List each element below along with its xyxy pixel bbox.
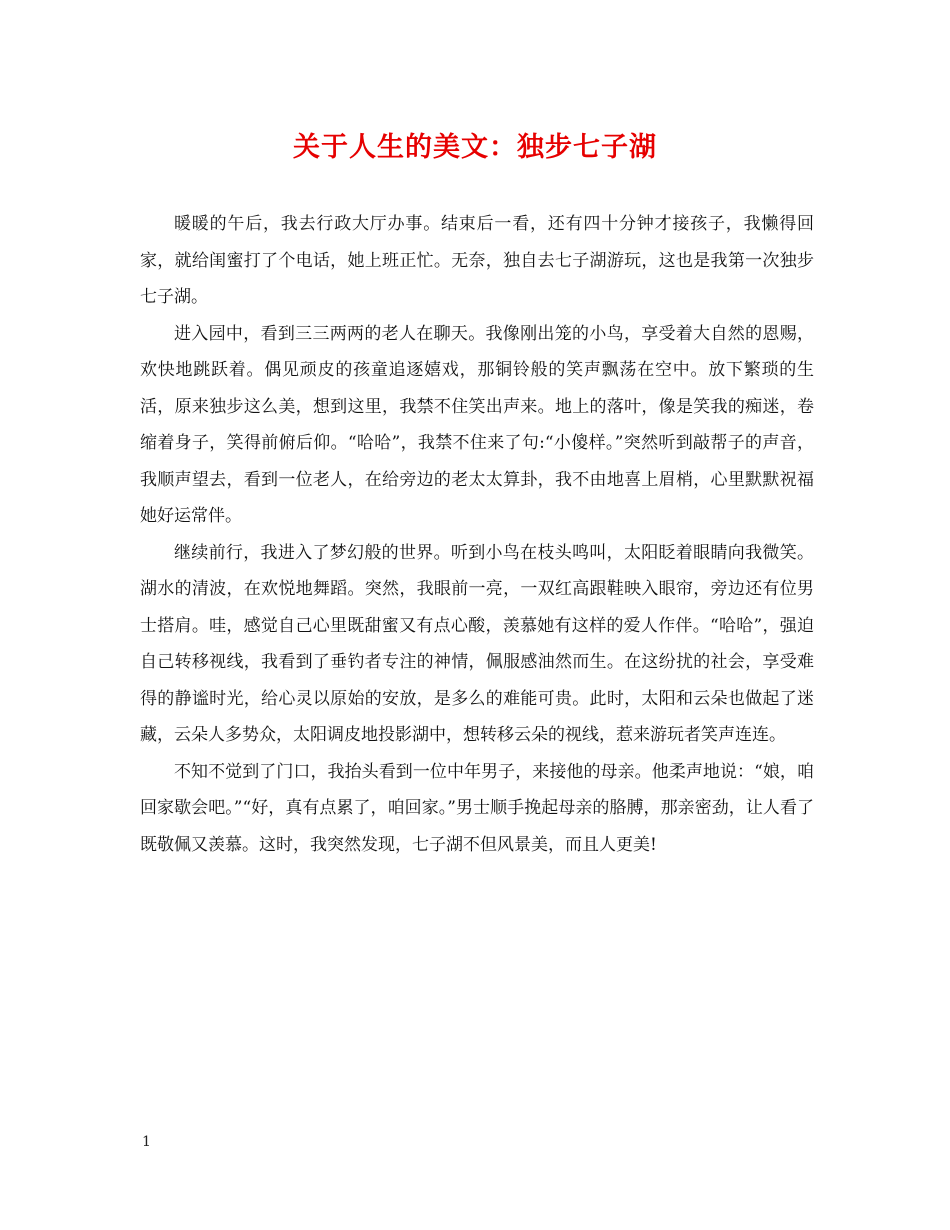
page-number: 1 — [142, 1134, 151, 1150]
paragraph-2: 进入园中，看到三三两两的老人在聊天。我像刚出笼的小鸟，享受着大自然的恩赐，欢快地跳跃着。偶见顽皮的孩童追逐嬉戏，那铜铃般的笑声飘荡在空中。放下繁琐的生活，原来独步这么美，想到这里，我禁不住笑出声来。地上的落叶，像是笑我的痴迷，卷缩着身子，笑得前俯后仰。“哈哈”，我禁不住来了句:“小傻样。”突然听到敲帮子的声音，我顺声望去，看到一位老人，在给旁边的老太太算卦，我不由地喜上眉梢，心里默默祝福她好运常伴。 — [140, 323, 814, 526]
document-body — [140, 206, 814, 863]
paragraph-1: 暖暖的午后，我去行政大厅办事。结束后一看，还有四十分钟才接孩子，我懒得回家，就给闺蜜打了个电话，她上班正忙。无奈，独自去七子湖游玩，这也是我第一次独步七子湖。 — [140, 214, 814, 307]
paragraph-4: 不知不觉到了门口，我抬头看到一位中年男子，来接他的母亲。他柔声地说：“娘，咱回家歇会吧。”“好，真有点累了，咱回家。”男士顺手挽起母亲的胳膊，那亲密劲，让人看了既敬佩又羡慕。这时，我突然发现，七子湖不但风景美，而且人更美! — [140, 761, 814, 855]
paragraph-3: 继续前行，我进入了梦幻般的世界。听到小鸟在枝头鸣叫，太阳眨着眼睛向我微笑。湖水的清波，在欢悦地舞蹈。突然，我眼前一亮，一双红高跟鞋映入眼帘，旁边还有位男士搭肩。哇，感觉自己心里既甜蜜又有点心酸，羡慕她有这样的爱人作伴。“哈哈”，强迫自己转移视线，我看到了垂钓者专注的神情，佩服感油然而生。在这纷扰的社会，享受难得的静谧时光，给心灵以原始的安放，是多么的难能可贵。此时，太阳和云朵也做起了迷藏，云朵人多势众，太阳调皮地投影湖中，想转移云朵的视线，惹来游玩者笑声连连。 — [140, 542, 814, 745]
document-title: 关于人生的美文：独步七子湖 — [293, 132, 657, 163]
